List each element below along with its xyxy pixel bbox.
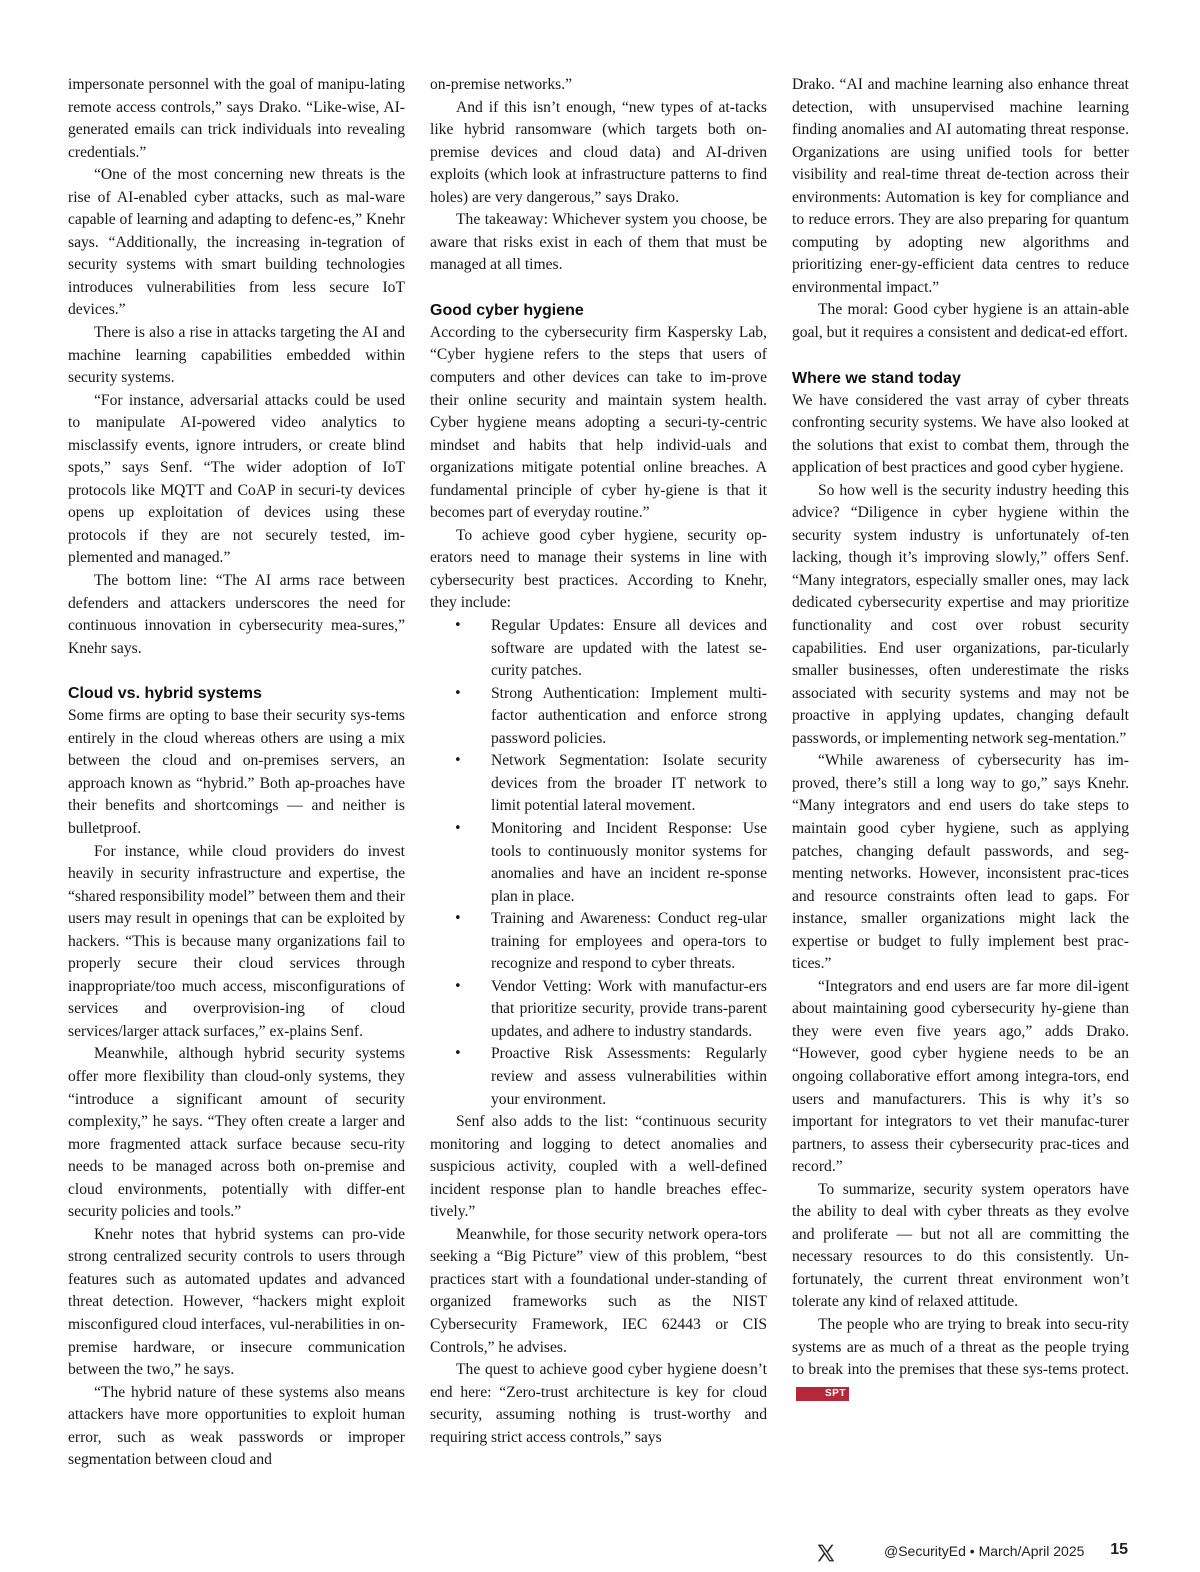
paragraph: The bottom line: “The AI arms race between defenders and attackers underscores the need for continuous innovation in cybersecurity mea-sures,” Knehr says.: [68, 572, 405, 657]
best-practices-list: [430, 615, 767, 1111]
list-item: [430, 976, 767, 1044]
section-heading-cloud: Cloud vs. hybrid systems: [68, 685, 262, 703]
list-item-text: Proactive Risk Assessments: Regularly review and assess vulnerabilities within your environment.: [491, 1045, 767, 1108]
bullet-icon: •: [454, 685, 462, 701]
list-item: [430, 615, 767, 683]
paragraph: According to the cybersecurity firm Kaspersky Lab, “Cyber hygiene refers to the steps that users of computers and other devices can take to im-prove their online security and maintain system health. Cyber hygiene means adopting a securi-ty-centric mindset and habits that help individ-uals and organizations mitigate potential online breaches. A fundamental principle of cyber hy-giene is that it becomes part of everyday routine.”: [430, 323, 767, 522]
footer-handle-issue: @SecurityEd • March/April 2025: [884, 1543, 1085, 1559]
list-item-text: Training and Awareness: Conduct reg-ular training for employees and opera-tors to recognize and respond to cyber threats.: [491, 910, 767, 973]
bullet-icon: •: [454, 753, 462, 769]
paragraph: The takeaway: Whichever system you choose, be aware that risks exist in each of them that must be managed at all times.: [430, 211, 767, 274]
paragraph: Meanwhile, for those security network opera-tors seeking a “Big Picture” view of this problem, “best practices start with a foundational under-standing of organized frameworks such as the NIST Cybersecurity Framework, IEC 62443 or CIS Controls,” he advises.: [430, 1225, 767, 1356]
paragraph: Senf also adds to the list: “continuous security monitoring and logging to detect anomalies and suspicious activity, coupled with a well-defined incident response plan to handle breaches effec-tively.”: [430, 1113, 767, 1221]
paragraph: For instance, while cloud providers do invest heavily in security infrastructure and expertise, the “shared responsibility model” between them and their users may result in openings that can be exploited by hackers. “This is because many organizations fail to properly secure their cloud services through inappropriate/too much access, misconfigurations of services and overprovision-ing of cloud services/larger attack surfaces,” ex-plains Senf.: [68, 842, 405, 1040]
list-item-text: Network Segmentation: Isolate security devices from the broader IT network to limit potential lateral movement.: [491, 752, 767, 815]
bullet-icon: •: [454, 820, 462, 836]
paragraph: We have considered the vast array of cyber threats confronting security systems. We have also looked at the solutions that exist to combat them, through the application of best practices and good cyber hygiene.: [792, 391, 1129, 477]
paragraph: Some firms are opting to base their security sys-tems entirely in the cloud whereas others are using a mix between the cloud and on-premises servers, an approach known as “hybrid.” Both ap-proaches have their benefits and shortcomings — and neither is bulletproof.: [68, 707, 405, 837]
paragraph: “For instance, adversarial attacks could be used to manipulate AI-powered video analytics to misclassify events, ignore intruders, or create blind spots,” says Senf. “The wider adoption of IoT protocols like MQTT and CoAP in securi-ty devices opens up exploitation of devices using these protocols if they are not securely tested, im-plemented and managed.”: [68, 391, 405, 567]
paragraph: “Integrators and end users are far more dil-igent about maintaining good cybersecurity hy-giene than they were even five years ago,” adds Drako. “However, good cyber hygiene needs to be an ongoing collaborative effort among integra-tors, end users and manufacturers. This is why it’s so important for integrators to vet their manufac-turer partners, to assess their cybersecurity prac-tices and record.”: [792, 977, 1129, 1176]
list-item-text: Regular Updates: Ensure all devices and software are updated with the latest se-curity patches.: [491, 617, 767, 680]
paragraph-text: The people who are trying to break into secu-rity systems are as much of a threat as the people trying to break into the premises that these sys-tems protect.: [792, 1315, 1129, 1379]
paragraph: To summarize, security system operators have the ability to deal with cyber threats as they evolve and proliferate — but not all are committing the necessary resources to do this consistently. Un-fortunately, the current threat environment won’t tolerate any kind of relaxed attitude.: [792, 1180, 1129, 1311]
section-heading-hygiene: Good cyber hygiene: [430, 301, 584, 319]
list-item-text: Monitoring and Incident Response: Use tools to continuously monitor systems for anomalies and have an incident re-sponse plan in place.: [491, 819, 767, 905]
paragraph: impersonate personnel with the goal of manipu-lating remote access controls,” says Drako. “Like-wise, AI-generated emails can trick individuals into revealing credentials.”: [68, 76, 405, 161]
paragraph: The quest to achieve good cyber hygiene doesn’t end here: “Zero-trust architecture is key for cloud security, assuming nothing is trust-worthy and requiring strict access controls,” says: [430, 1361, 767, 1446]
column-1: [68, 74, 405, 1472]
bullet-icon: •: [454, 911, 462, 927]
list-item-text: Strong Authentication: Implement multi-factor authentication and enforce strong password policies.: [491, 684, 767, 747]
paragraph: Knehr notes that hybrid systems can pro-vide strong centralized security controls to users through features such as automated updates and advanced threat detection. However, “hackers might exploit misconfigured cloud interfaces, vul-nerabilities in on-premise hardware, or insecure communication between the two,” he says.: [68, 1225, 405, 1379]
paragraph: “The hybrid nature of these systems also means attackers have more opportunities to exploit human error, such as weak passwords or improper segmentation between cloud and: [68, 1383, 405, 1469]
paragraph: Drako. “AI and machine learning also enhance threat detection, with unsupervised machine learning finding anomalies and AI automating threat response. Organizations are using unified tools for better visibility and real-time threat de-tection across their environments: Automation is key for compliance and to reduce errors. They are also preparing for quantum computing by adopting new algorithms and prioritizing ener-gy-efficient data centres to reduce environmental impact.”: [792, 76, 1129, 296]
list-item-text: Vendor Vetting: Work with manufactur-ers that prioritize security, provide trans-parent updates, and adhere to industry standards.: [491, 977, 767, 1040]
page-number: 15: [1110, 1541, 1128, 1558]
x-logo-icon[interactable]: [816, 1543, 836, 1563]
paragraph: And if this isn’t enough, “new types of at-tacks like hybrid ransomware (which targets both on-premise devices and cloud data) and AI-driven exploits (which look at infrastructure patterns to find holes) are very dangerous,” says Drako.: [430, 98, 767, 206]
page-footer: [816, 1540, 1128, 1566]
column-2: [430, 74, 767, 1449]
bullet-icon: •: [454, 978, 462, 994]
paragraph: There is also a rise in attacks targeting the AI and machine learning capabilities embedded within security systems.: [68, 324, 405, 387]
column-3: [792, 74, 1129, 1404]
paragraph: Meanwhile, although hybrid security systems offer more flexibility than cloud-only systems, they “introduce a significant amount of security complexity,” he says. “They often create a larger and more fragmented attack surface because secu-rity needs to be managed across both on-premise and cloud environments, potentially with differ-ent security policies and tools.”: [68, 1045, 405, 1221]
list-item: [430, 750, 767, 818]
paragraph: on-premise networks.”: [430, 76, 573, 93]
list-item: [430, 908, 767, 976]
list-item: [430, 683, 767, 751]
paragraph-final: [792, 1314, 1129, 1404]
paragraph: To achieve good cyber hygiene, security op-erators need to manage their systems in line with cybersecurity best practices. According to Knehr, they include:: [430, 526, 767, 612]
bullet-icon: •: [454, 1046, 462, 1062]
spt-end-mark-icon: SPT: [796, 1387, 849, 1401]
list-item: [430, 1043, 767, 1111]
paragraph: So how well is the security industry heeding this advice? “Diligence in cyber hygiene within the security system industry is unfortunately of-ten lacking, though it’s improving slowly,” offers Senf. “Many integrators, especially smaller ones, may lack dedicated cybersecurity expertise and may prioritize functionality and cost over robust security capabilities. End user organizations, par-ticularly smaller businesses, often underestimate the risks associated with security systems and may not be proactive in applying updates, changing default passwords, or implementing network seg-mentation.”: [792, 481, 1129, 747]
list-item: [430, 818, 767, 908]
paragraph: “While awareness of cybersecurity has im-proved, there’s still a long way to go,” says Knehr. “Many integrators and end users do take steps to maintain good cyber hygiene, such as applying patches, changing default passwords, and seg-menting networks. However, inconsistent prac-tices and resource constraints often lead to gaps. For instance, smaller organizations might lack the expertise or budget to fully implement best prac-tices.”: [792, 752, 1129, 973]
paragraph: “One of the most concerning new threats is the rise of AI-enabled cyber attacks, such as mal-ware capable of learning and adapting to defenc-es,” Knehr says. “Additionally, the increasing in-tegration of security systems with smart building technologies introduces vulnerabilities from less secure IoT devices.”: [68, 166, 405, 319]
bullet-icon: •: [454, 618, 462, 634]
paragraph: The moral: Good cyber hygiene is an attain-able goal, but it requires a consistent and dedicat-ed effort.: [792, 301, 1129, 342]
section-heading-today: Where we stand today: [792, 369, 961, 387]
